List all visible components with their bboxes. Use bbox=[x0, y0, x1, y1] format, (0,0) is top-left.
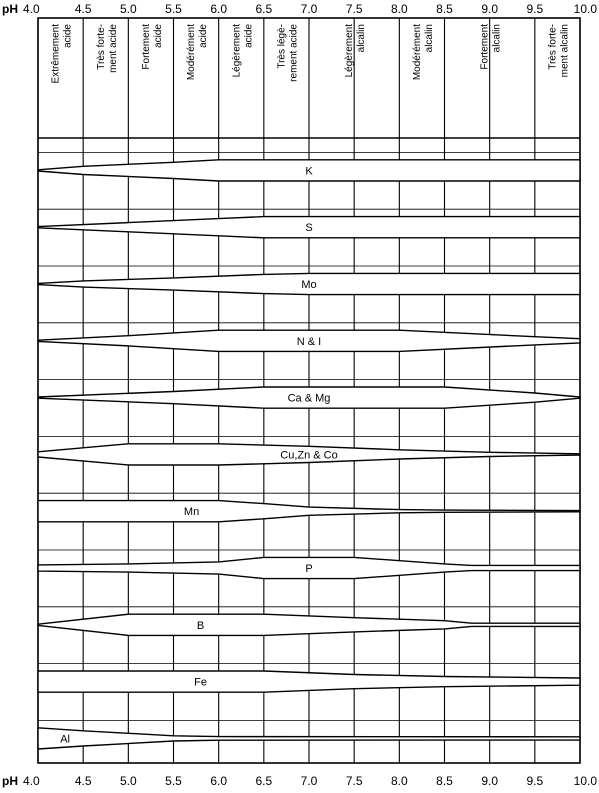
acidity-class-label bbox=[547, 24, 570, 77]
acidity-class-label-line: Très légè- bbox=[276, 24, 288, 69]
acidity-class-label-line: Modérément bbox=[411, 24, 423, 81]
acidity-class-label-line: alcalin bbox=[491, 23, 503, 53]
nutrient-label: Cu,Zn & Co bbox=[280, 449, 338, 462]
x-tick-label: 7.0 bbox=[300, 2, 318, 16]
bottom-axis bbox=[2, 774, 597, 788]
x-tick-label: 6.5 bbox=[255, 2, 273, 16]
acidity-class-label-line: ment alcalin bbox=[559, 24, 571, 78]
acidity-class-label-line: Légèrement bbox=[231, 24, 243, 78]
acidity-class-label-line: alcalin bbox=[423, 24, 435, 53]
acidity-class-label-line: acide bbox=[62, 24, 74, 48]
x-tick-label: 8.5 bbox=[436, 2, 453, 16]
x-tick-label: 9.0 bbox=[481, 774, 499, 788]
x-tick-label: 10.0 bbox=[573, 2, 597, 16]
nutrient-label: Fe bbox=[194, 676, 208, 689]
acidity-class-label bbox=[480, 24, 503, 70]
nutrient-label: P bbox=[305, 563, 313, 575]
x-tick-label: 5.5 bbox=[165, 774, 182, 788]
nutrient-label: Mo bbox=[301, 279, 317, 291]
acidity-class-label bbox=[96, 24, 119, 73]
x-tick-label: 5.0 bbox=[119, 2, 137, 16]
nutrient-label: Mn bbox=[183, 506, 200, 519]
acidity-class-label-line: ment acide bbox=[107, 24, 119, 73]
x-tick-label: 6.0 bbox=[210, 774, 228, 788]
nutrient-band bbox=[38, 671, 580, 692]
acidity-class-label bbox=[51, 24, 74, 84]
nutrient-label: Ca & Mg bbox=[287, 392, 331, 405]
x-tick-label: 9.0 bbox=[481, 2, 499, 16]
top-axis bbox=[2, 2, 597, 16]
x-tick-label: 5.0 bbox=[119, 774, 137, 788]
x-tick-label: 4.5 bbox=[74, 774, 92, 788]
x-tick-label: 6.0 bbox=[210, 2, 228, 16]
nutrient-label: B bbox=[196, 619, 205, 632]
x-tick-label: 9.5 bbox=[526, 2, 544, 16]
x-tick-label: 4.0 bbox=[23, 2, 40, 16]
acidity-class-label bbox=[412, 24, 435, 80]
acidity-class-label-line: Extrêmement bbox=[50, 23, 62, 84]
x-tick-label: 9.5 bbox=[526, 774, 544, 788]
nutrient-label: K bbox=[305, 165, 313, 178]
x-tick-label: 8.5 bbox=[436, 774, 453, 788]
acidity-class-label-line: Très forte- bbox=[95, 24, 107, 70]
acidity-class-label bbox=[344, 24, 367, 78]
acidity-class-label-line: Légèrement bbox=[344, 24, 356, 78]
x-tick-label: 6.5 bbox=[255, 774, 273, 788]
ph-axis-label: pH bbox=[2, 774, 18, 788]
x-tick-label: 7.5 bbox=[345, 774, 363, 788]
x-tick-label: 7.5 bbox=[345, 2, 363, 16]
nutrient-band bbox=[38, 614, 580, 635]
x-tick-label: 5.5 bbox=[165, 2, 182, 16]
nutrient-label: Al bbox=[60, 733, 70, 746]
acidity-class-label-line: Fortement bbox=[140, 24, 152, 70]
acidity-class-label-line: alcalin bbox=[356, 24, 368, 53]
x-tick-label: 8.0 bbox=[390, 2, 408, 16]
x-tick-label: 7.0 bbox=[300, 774, 318, 788]
acidity-class-label-line: Modérément bbox=[186, 24, 198, 81]
acidity-class-label-line: acide bbox=[243, 24, 255, 48]
x-tick-label: 10.0 bbox=[573, 774, 597, 788]
acidity-class-label-line: Très forte- bbox=[547, 24, 559, 70]
x-tick-label: 4.0 bbox=[23, 774, 40, 788]
ph-axis-label: pH bbox=[2, 2, 18, 16]
acidity-class-label bbox=[141, 24, 164, 70]
acidity-class-label-line: Fortement bbox=[479, 23, 491, 70]
x-tick-label: 4.5 bbox=[74, 2, 92, 16]
acidity-class-label bbox=[276, 24, 299, 82]
acidity-class-label-line: rement acide bbox=[288, 24, 300, 82]
acidity-class-label bbox=[231, 24, 254, 78]
nutrient-label: S bbox=[305, 222, 313, 235]
acidity-class-label bbox=[186, 24, 209, 81]
x-tick-label: 8.0 bbox=[390, 774, 408, 788]
acidity-class-label-line: acide bbox=[198, 24, 210, 48]
acidity-class-label-line: acide bbox=[152, 24, 164, 48]
nutrient-label: N & I bbox=[296, 335, 322, 348]
